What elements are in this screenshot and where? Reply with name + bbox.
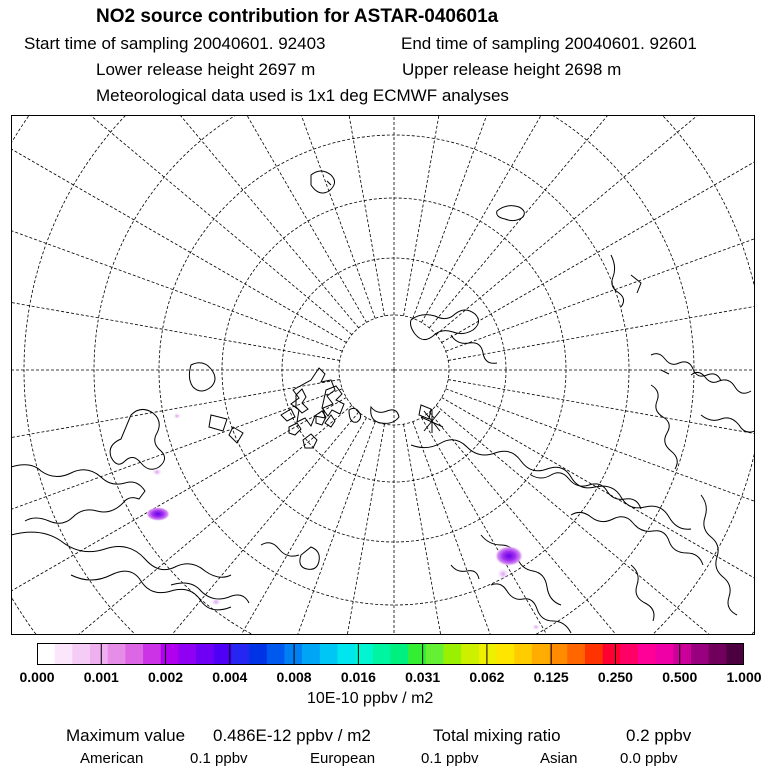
upper-height-label: Upper release height 2698 m — [402, 60, 622, 79]
asian-value: 0.0 ppbv — [620, 750, 678, 767]
polar-map — [11, 115, 755, 635]
colorbar-tick-label: 0.004 — [212, 669, 248, 685]
met-data-label: Meteorological data used is 1x1 deg ECMWF analyses — [96, 86, 509, 105]
colorbar-unit: 10E-10 ppbv / m2 — [307, 690, 434, 707]
colorbar-cell — [726, 643, 744, 665]
colorbar-cell — [373, 643, 391, 665]
end-time-label: End time of sampling 20040601. 92601 — [401, 34, 697, 53]
colorbar-cell — [37, 643, 55, 665]
start-time-label: Start time of sampling 20040601. 92403 — [24, 34, 326, 53]
colorbar-tick-label: 0.062 — [469, 669, 505, 685]
colorbar-cell — [585, 643, 603, 665]
colorbar-cell — [550, 643, 568, 665]
colorbar-tick-label: 1.000 — [726, 669, 762, 685]
colorbar-cell — [214, 643, 232, 665]
total-mixing-label: Total mixing ratio — [433, 726, 561, 745]
american-value: 0.1 ppbv — [190, 750, 248, 767]
plume-south — [211, 598, 221, 606]
colorbar-tick-label: 0.008 — [276, 669, 312, 685]
colorbar-cell — [603, 643, 621, 665]
colorbar-cell — [514, 643, 532, 665]
colorbar-cell — [567, 643, 585, 665]
european-value: 0.1 ppbv — [421, 750, 479, 767]
colorbar-cell — [444, 643, 462, 665]
asian-label: Asian — [540, 750, 578, 767]
colorbar-cell — [479, 643, 497, 665]
plume-sea — [532, 624, 540, 630]
colorbar-tick-label: 0.500 — [662, 669, 698, 685]
plot-title: NO2 source contribution for ASTAR-040601a — [96, 6, 499, 27]
colorbar-tick-label: 0.002 — [148, 669, 184, 685]
colorbar-cell — [532, 643, 550, 665]
plume-america-small — [152, 468, 162, 476]
colorbar-cell — [638, 643, 656, 665]
colorbar-cell — [337, 643, 355, 665]
plume-north — [173, 413, 181, 419]
colorbar-cell — [249, 643, 267, 665]
colorbar-cell — [673, 643, 691, 665]
colorbar-cell — [408, 643, 426, 665]
plume-asia — [495, 546, 523, 566]
colorbar-cell — [55, 643, 73, 665]
plume-america — [146, 507, 170, 521]
colorbar-cell — [620, 643, 638, 665]
european-label: European — [310, 750, 376, 767]
colorbar-cell — [72, 643, 90, 665]
plume-asia-tail — [497, 568, 509, 580]
colorbar-tick-label: 0.001 — [83, 669, 119, 685]
colorbar-cell — [161, 643, 179, 665]
colorbar-cell — [231, 643, 249, 665]
colorbar-cell — [426, 643, 444, 665]
colorbar-tick-label: 0.000 — [19, 669, 55, 685]
american-label: American — [80, 750, 144, 767]
colorbar-cell — [320, 643, 338, 665]
colorbar-cell — [125, 643, 143, 665]
lower-height-label: Lower release height 2697 m — [96, 60, 316, 79]
max-value-label: Maximum value — [66, 726, 186, 745]
colorbar-cell — [302, 643, 320, 665]
total-mixing-value: 0.2 ppbv — [626, 726, 692, 745]
colorbar-cell — [196, 643, 214, 665]
colorbar-cell — [656, 643, 674, 665]
max-value: 0.486E-12 ppbv / m2 — [213, 726, 371, 745]
colorbar-cell — [143, 643, 161, 665]
colorbar-cell — [709, 643, 727, 665]
colorbar-tick-label: 0.250 — [597, 669, 633, 685]
colorbar-cell — [391, 643, 409, 665]
colorbar — [37, 643, 744, 665]
colorbar-tick-label: 0.125 — [533, 669, 569, 685]
colorbar-tick-label: 0.031 — [405, 669, 441, 685]
colorbar-cell — [267, 643, 285, 665]
colorbar-cell — [90, 643, 108, 665]
colorbar-cell — [461, 643, 479, 665]
colorbar-cell — [178, 643, 196, 665]
colorbar-cell — [691, 643, 709, 665]
colorbar-cell — [108, 643, 126, 665]
colorbar-cell — [284, 643, 302, 665]
colorbar-cell — [497, 643, 515, 665]
colorbar-tick-label: 0.016 — [340, 669, 376, 685]
